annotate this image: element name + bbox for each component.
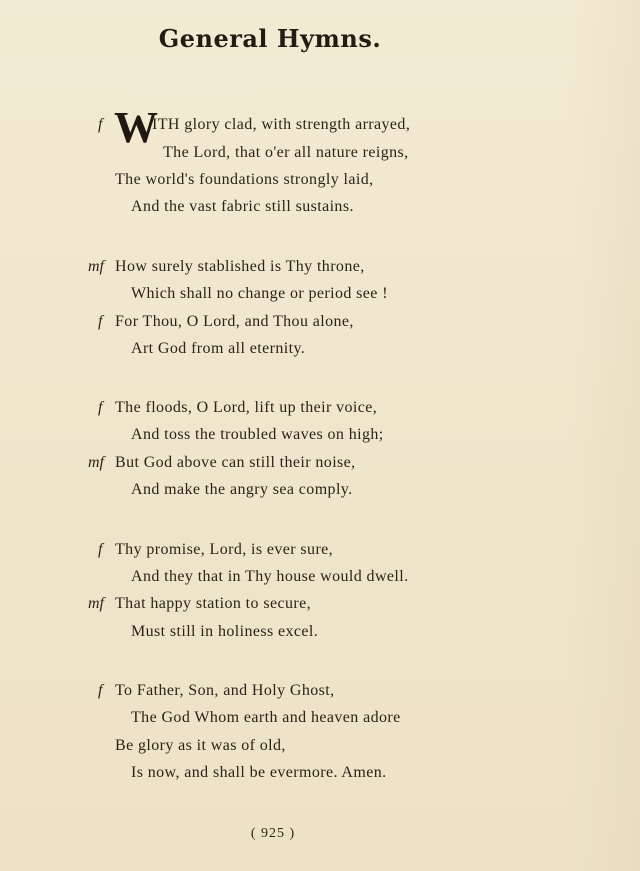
hymn-line: But God above can still their noise, xyxy=(115,454,356,471)
dynamic-mark: mf xyxy=(88,595,104,612)
hymn-line: ITH glory clad, with strength arrayed, xyxy=(152,116,411,133)
hymn-line: The Lord, that o'er all nature reigns, xyxy=(163,144,409,161)
dynamic-mark: f xyxy=(98,313,103,330)
hymn-line: Which shall no change or period see ! xyxy=(131,285,388,302)
hymn-line: For Thou, O Lord, and Thou alone, xyxy=(115,313,354,330)
hymn-line: Thy promise, Lord, is ever sure, xyxy=(115,541,334,558)
hymn-line: That happy station to secure, xyxy=(115,595,311,612)
hymn-line: How surely stablished is Thy throne, xyxy=(115,258,365,275)
dynamic-mark: f xyxy=(98,116,103,133)
hymn-line: And make the angry sea comply. xyxy=(131,481,353,498)
hymn-line: And toss the troubled waves on high; xyxy=(131,426,384,443)
hymn-line: To Father, Son, and Holy Ghost, xyxy=(115,682,335,699)
page-heading: General Hymns. xyxy=(158,24,382,53)
hymn-line: Is now, and shall be evermore. Amen. xyxy=(131,764,387,781)
hymn-line: The world's foundations strongly laid, xyxy=(115,171,374,188)
hymn-line: Be glory as it was of old, xyxy=(115,737,286,754)
hymn-line: The floods, O Lord, lift up their voice, xyxy=(115,399,378,416)
page-edge-shadow xyxy=(570,0,640,871)
hymn-line: Must still in holiness excel. xyxy=(131,623,319,640)
hymn-line: And the vast fabric still sustains. xyxy=(131,198,354,215)
hymn-line: Art God from all eternity. xyxy=(131,340,306,357)
dynamic-mark: mf xyxy=(88,454,104,471)
page-number: ( 925 ) xyxy=(250,826,296,841)
drop-cap: W xyxy=(114,103,158,152)
dynamic-mark: f xyxy=(98,682,103,699)
dynamic-mark: mf xyxy=(88,258,104,275)
dynamic-mark: f xyxy=(98,399,103,416)
hymn-line: The God Whom earth and heaven adore xyxy=(131,709,401,726)
hymn-line: And they that in Thy house would dwell. xyxy=(131,568,409,585)
dynamic-mark: f xyxy=(98,541,103,558)
